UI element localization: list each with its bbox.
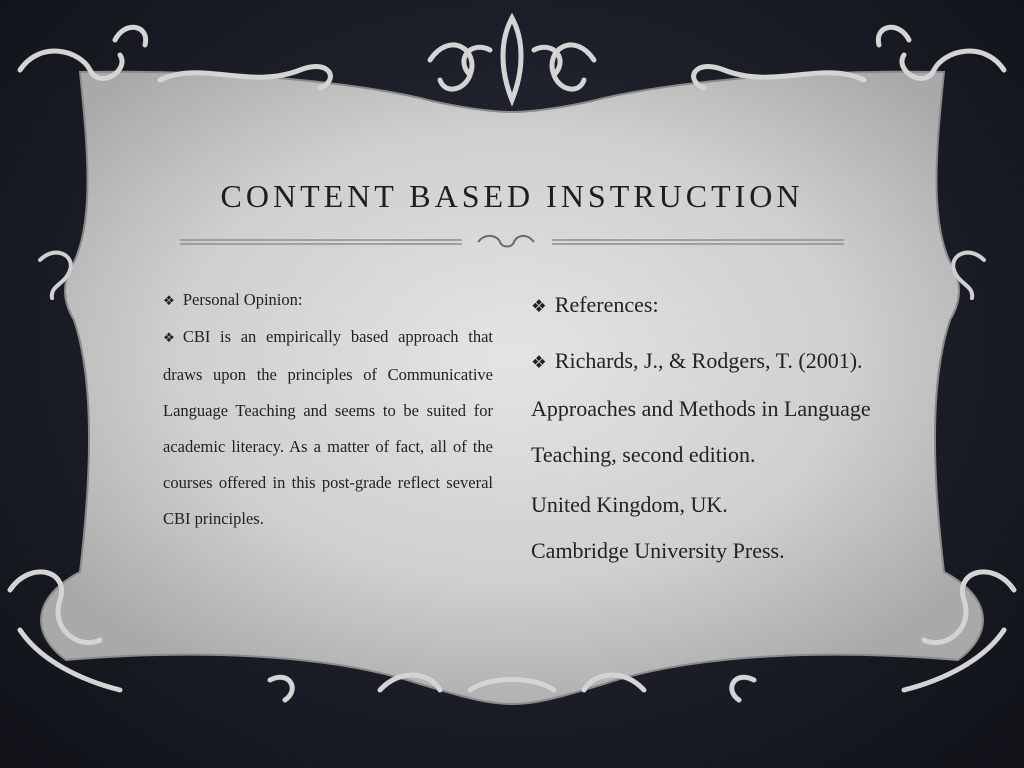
diamond-bullet-icon: ❖	[531, 297, 547, 317]
publisher-location: United Kingdom, UK.	[531, 492, 728, 517]
personal-opinion-label: Personal Opinion:	[182, 290, 303, 309]
references-heading	[531, 288, 871, 324]
personal-opinion-column	[163, 287, 493, 537]
slide-title: CONTENT BASED INSTRUCTION	[220, 178, 804, 214]
reference-citation	[531, 338, 871, 478]
personal-opinion-heading	[163, 287, 493, 315]
references-column	[531, 288, 871, 574]
opinion-text: CBI is an empirically based approach that draws upon the principles of Communicative Language Teaching and seems to be suited for academic literacy. As a matter of fact, all of the courses offered in this post-grade reflect several CBI principles.	[163, 327, 493, 528]
publisher-name: Cambridge University Press.	[531, 538, 785, 563]
personal-opinion-body	[163, 319, 493, 537]
diamond-bullet-icon: ❖	[163, 331, 175, 346]
references-label: References:	[554, 292, 659, 317]
citation-text: Richards, J., & Rodgers, T. (2001). Approaches and Methods in Language Teaching, second edition.	[531, 348, 871, 467]
diamond-bullet-icon: ❖	[163, 294, 175, 309]
diamond-bullet-icon: ❖	[531, 353, 547, 373]
